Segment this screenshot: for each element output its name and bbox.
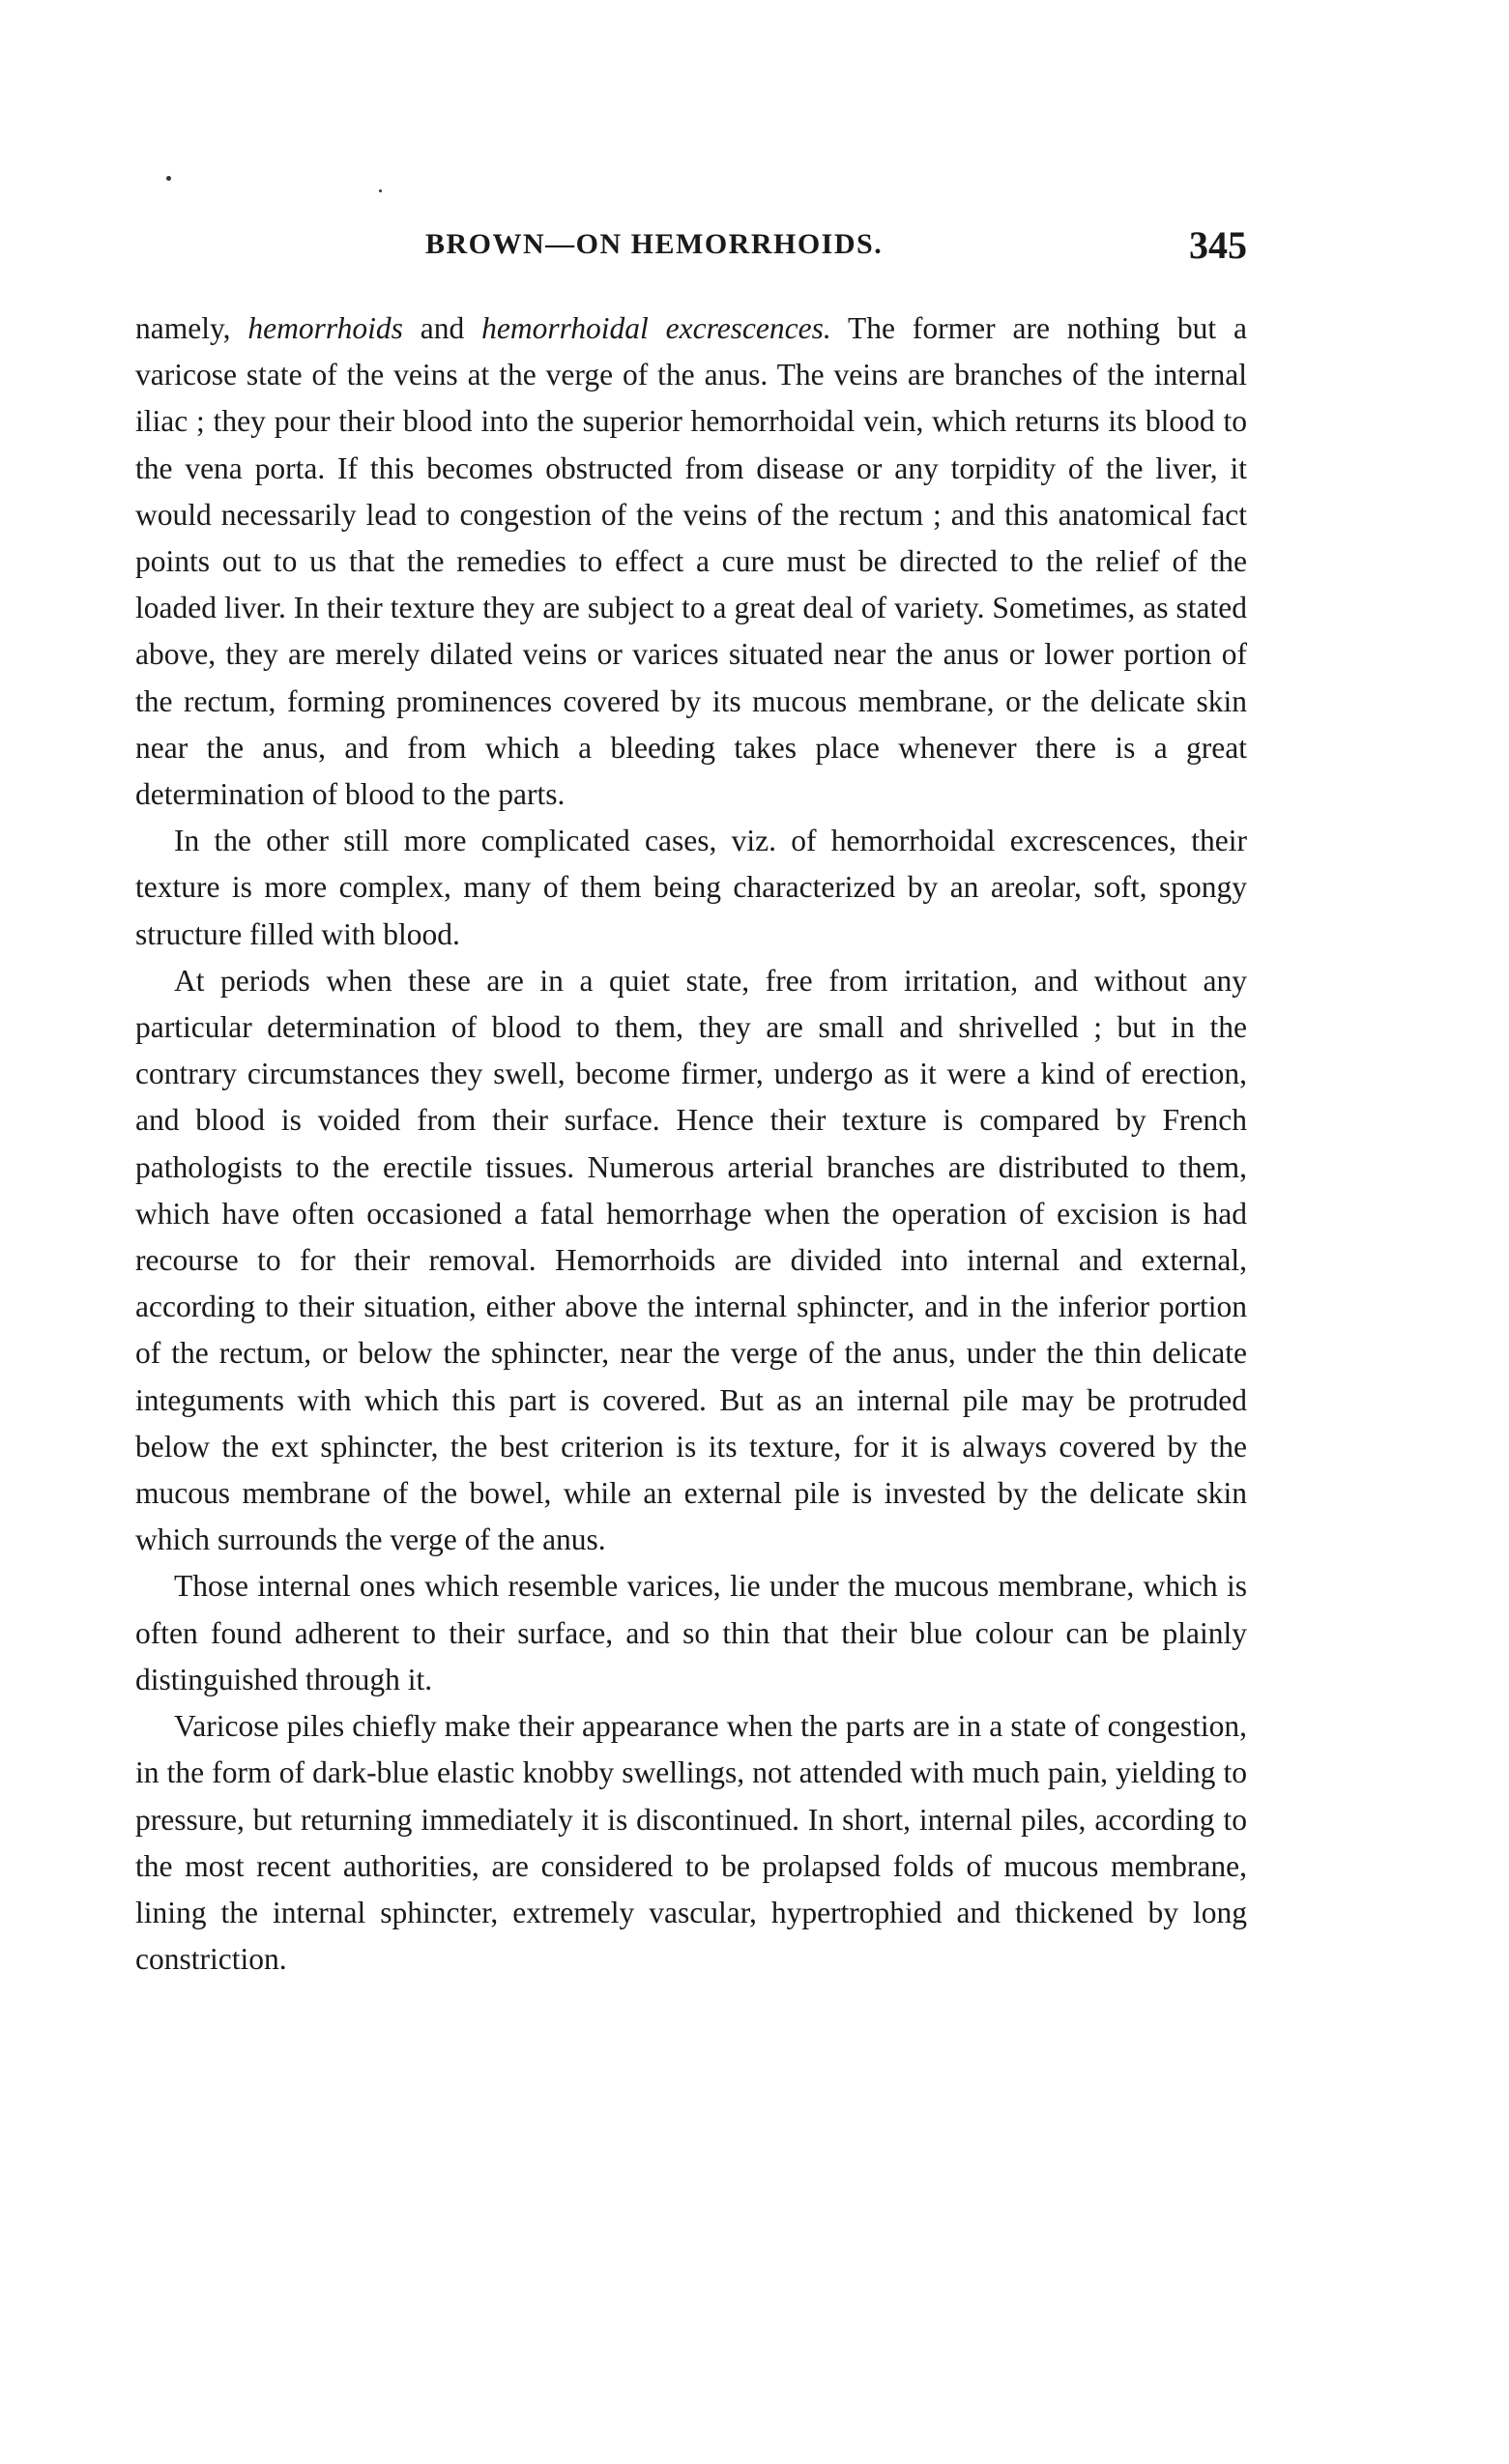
running-title: BROWN—ON HEMORRHOIDS. xyxy=(425,228,884,260)
paragraph: Varicose piles chiefly make their appearance when the parts are in a state of congestion, in the form of dark-blue elastic knobby swellings, not attended with much pain, yielding to pressure, but returning immediately it is discontinued. In short, internal piles, according to the most recent authorities, are considered to be prolapsed folds of mucous membrane, lining the internal sphincter, extremely vascular, hypertrophied and thickened by long constriction. xyxy=(135,1709,1247,1977)
paragraph: At periods when these are in a quiet state, free from irritation, and without any particular determination of blood to them, they are small and shrivelled ; but in the contrary circumstances they swell, become firmer, undergo as it were a kind of erection, and blood is voided from their surface. Hence their texture is compared by French pathologists to the erectile tissues. Numerous arterial branches are distributed to them, which have often occasioned a fatal hemorrhage when the operation of excision is had recourse to for their removal. Hemorrhoids are divided into internal and external, according to their situation, either above the internal sphincter, and in the inferior portion of the rectum, or below the sphincter, near the verge of the anus, under the thin delicate integuments with which this part is covered. But as an internal pile may be protruded below the ext sphincter, the best criterion is its texture, for it is always covered by the mucous membrane of the bowel, while an external pile is invested by the delicate skin which surrounds the verge of the anus. xyxy=(135,963,1247,1557)
paragraph-lead: namely, xyxy=(135,311,248,345)
print-speck-mark xyxy=(166,176,171,181)
paragraph: In the other still more complicated cases, viz. of hemorrhoidal excrescences, their texture is more complex, many of them being characterized by an areolar, soft, spongy structure filled with blood. xyxy=(135,824,1247,951)
paragraph-text: The former are nothing but a varicose state of the veins at the verge of the anus. The veins are branches of the internal iliac ; they pour their blood into the superior hemorrhoidal vein, which returns its blood to the vena porta. If this becomes obstructed from disease or any torpidity of the liver, it would necessarily lead to congestion of the veins of the rectum ; and this anatomical fact points out to us that the remedies to effect a cure must be directed to the relief of the loaded liver. In their texture they are subject to a great deal of variety. Sometimes, as stated above, they are merely dilated veins or varices situated near the anus or lower portion of the rectum, forming prominences covered by its mucous membrane, or the delicate skin near the anus, and from which a bleeding takes place whenever there is a great determination of blood to the parts. xyxy=(135,311,1248,812)
running-head xyxy=(135,222,1247,280)
body-text xyxy=(135,305,1247,1983)
paragraph-joiner: and xyxy=(402,311,482,345)
italic-term: hemorrhoidal excrescences. xyxy=(481,311,831,345)
page-number: 345 xyxy=(1189,223,1247,267)
print-speck-mark xyxy=(379,189,382,192)
italic-term: hemorrhoids xyxy=(247,311,403,345)
paragraph: Those internal ones which resemble varices, lie under the mucous membrane, which is often found adherent to their surface, and so thin that their blue colour can be plainly distinguished through it. xyxy=(135,1569,1247,1696)
paragraph xyxy=(135,305,1247,818)
